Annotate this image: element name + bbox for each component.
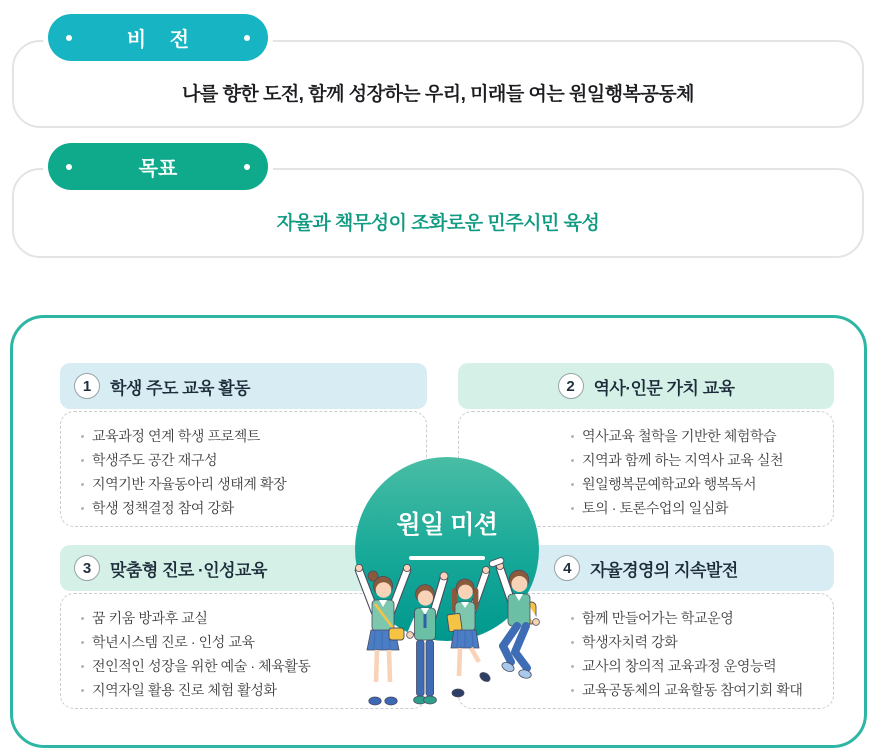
goal-badge-label: 목표 [138,158,178,180]
badge-dot-icon [244,164,250,170]
bullet-dot-icon [81,435,84,438]
bullet-dot-icon [81,483,84,486]
list-item-text: 학생자치력 강화 [582,634,678,650]
list-item-text: 역사교육 철학을 기반한 체험학습 [582,428,777,444]
list-item-text: 교육과정 연계 학생 프로젝트 [92,428,260,444]
quadrant-2-header [458,363,834,409]
bullet-dot-icon [571,689,574,692]
goal-badge [48,143,268,190]
bullet-dot-icon [81,665,84,668]
quadrant-number-badge: 4 [554,555,580,581]
bullet-dot-icon [571,665,574,668]
bullet-dot-icon [81,689,84,692]
quadrant-title: 맞춤형 진로 ·인성교육 [110,560,267,580]
list-item [571,606,823,630]
bullet-dot-icon [81,617,84,620]
quadrant-number-badge: 3 [74,555,100,581]
list-item-text: 전인적인 성장을 위한 예술 · 체육활동 [92,658,311,674]
quadrant-title: 역사·인문 가치 교육 [593,378,735,398]
student-girl-bag [355,564,410,705]
list-item-text: 지역자일 활용 진로 체험 활성화 [92,682,277,698]
bullet-dot-icon [81,459,84,462]
bullet-dot-icon [571,641,574,644]
list-item [571,424,823,448]
list-item-text: 교육공동체의 교육할동 참여기회 확대 [582,682,803,698]
list-item [571,678,823,702]
students-illustration [341,546,556,726]
list-item [571,496,823,520]
goal-text: 자율과 책무성이 조화로운 민주시민 육성 [276,212,600,234]
mission-board [10,315,867,748]
bullet-dot-icon [571,483,574,486]
quadrant-1-header [60,363,427,409]
quadrant-number-badge: 2 [558,373,584,399]
vision-badge [48,14,268,61]
student-girl-book [447,567,492,698]
bullet-dot-icon [571,435,574,438]
vision-text: 나를 향한 도전, 함께 성장하는 우리, 미래들 여는 원일행복공동체 [182,83,694,105]
bullet-dot-icon [571,459,574,462]
bullet-dot-icon [81,641,84,644]
list-item-text: 꿈 키움 방과후 교실 [92,610,208,626]
list-item [571,472,823,496]
list-item [571,654,823,678]
mission-circle-label: 원일 미션 [396,511,498,539]
bullet-dot-icon [81,507,84,510]
badge-dot-icon [66,35,72,41]
quadrant-title: 자율경영의 지속발전 [590,560,738,580]
list-item-text: 지역기반 자율동아리 생태계 확장 [92,476,287,492]
list-item-text: 학생 정책결정 참여 강화 [92,500,234,516]
list-item-text: 함께 만들어가는 학교운영 [582,610,734,626]
list-item [571,448,823,472]
list-item [81,472,416,496]
bullet-dot-icon [571,507,574,510]
student-boy-thumbsup [407,572,448,704]
bullet-dot-icon [571,617,574,620]
quadrant-number-badge: 1 [74,373,100,399]
badge-dot-icon [244,35,250,41]
list-item-text: 교사의 창의적 교육과정 운영능력 [582,658,777,674]
list-item [571,630,823,654]
list-item [81,448,416,472]
list-item-text: 학생주도 공간 재구성 [92,452,218,468]
list-item-text: 토의 · 토론수업의 일심화 [582,500,728,516]
list-item-text: 원일행복문예학교와 행복독서 [582,476,757,492]
vision-badge-label: 비 전 [126,29,199,51]
list-item-text: 지역과 함께 하는 지역사 교육 실천 [582,452,784,468]
student-boy-backpack [488,557,539,680]
list-item-text: 학년시스템 진로 · 인성 교육 [92,634,255,650]
list-item [81,424,416,448]
quadrant-title: 학생 주도 교육 활동 [110,378,251,398]
